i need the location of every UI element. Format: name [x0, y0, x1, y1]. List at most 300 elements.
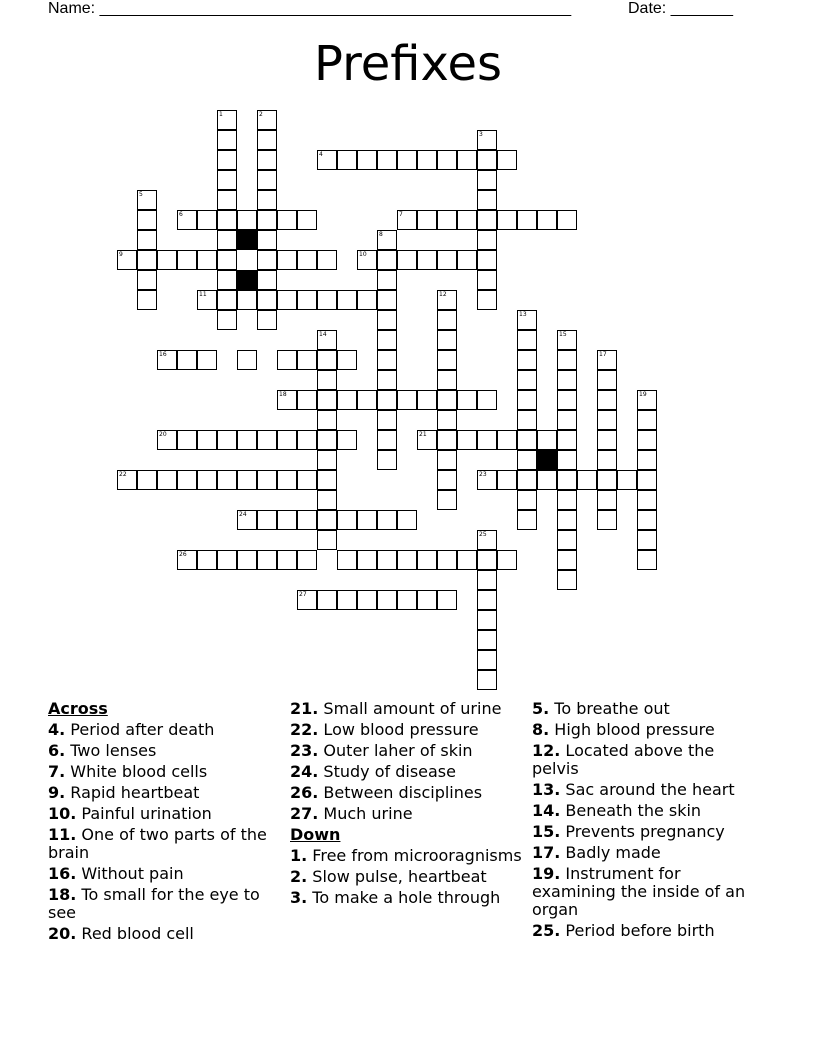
crossword-cell[interactable] [337, 590, 357, 610]
crossword-cell[interactable] [517, 510, 537, 530]
crossword-cell[interactable] [257, 310, 277, 330]
crossword-cell[interactable] [477, 550, 497, 570]
crossword-cell[interactable] [397, 550, 417, 570]
black-square [237, 270, 257, 290]
crossword-cell[interactable] [277, 430, 297, 450]
crossword-cell[interactable] [337, 390, 357, 410]
crossword-cell[interactable] [317, 450, 337, 470]
crossword-cell[interactable] [317, 530, 337, 550]
crossword-cell[interactable] [137, 270, 157, 290]
crossword-cell[interactable] [557, 490, 577, 510]
crossword-cell[interactable] [257, 250, 277, 270]
crossword-cell[interactable] [197, 250, 217, 270]
across-clue [48, 925, 280, 943]
crossword-cell[interactable] [477, 190, 497, 210]
crossword-cell[interactable] [277, 350, 297, 370]
crossword-cell[interactable] [477, 610, 497, 630]
crossword-cell[interactable] [617, 470, 637, 490]
crossword-cell[interactable] [437, 550, 457, 570]
crossword-cell[interactable] [357, 150, 377, 170]
crossword-cell[interactable] [457, 210, 477, 230]
crossword-cell[interactable] [597, 470, 617, 490]
crossword-cell[interactable] [317, 410, 337, 430]
clue-text: Free from microoragnisms [307, 846, 522, 865]
crossword-cell[interactable] [477, 210, 497, 230]
crossword-cell[interactable] [517, 430, 537, 450]
crossword-cell[interactable] [477, 250, 497, 270]
crossword-cell[interactable] [517, 470, 537, 490]
crossword-cell[interactable] [437, 350, 457, 370]
crossword-cell[interactable] [457, 430, 477, 450]
crossword-cell[interactable] [497, 430, 517, 450]
crossword-cell[interactable] [457, 250, 477, 270]
crossword-cell[interactable] [397, 590, 417, 610]
clue-text: Badly made [560, 843, 661, 862]
across-clue [48, 826, 280, 862]
crossword-cell[interactable] [257, 130, 277, 150]
crossword-cell[interactable] [517, 370, 537, 390]
crossword-cell[interactable] [317, 490, 337, 510]
clue-number: 8 [379, 231, 383, 238]
crossword-cell[interactable] [137, 250, 157, 270]
crossword-cell[interactable] [537, 430, 557, 450]
crossword-cell[interactable] [397, 390, 417, 410]
crossword-cell[interactable] [457, 150, 477, 170]
crossword-cell[interactable] [257, 510, 277, 530]
crossword-cell[interactable] [317, 250, 337, 270]
crossword-cell[interactable] [377, 430, 397, 450]
crossword-cell[interactable] [297, 290, 317, 310]
name-field-label: Name: _____________________________________________________ [48, 0, 572, 17]
crossword-cell[interactable] [637, 410, 657, 430]
crossword-cell[interactable] [297, 470, 317, 490]
crossword-cell[interactable] [297, 430, 317, 450]
crossword-cell[interactable] [417, 590, 437, 610]
crossword-cell[interactable] [437, 390, 457, 410]
crossword-cell[interactable] [237, 550, 257, 570]
crossword-cell[interactable] [377, 350, 397, 370]
crossword-cell[interactable] [217, 230, 237, 250]
down-clue [532, 823, 764, 841]
crossword-cell[interactable] [497, 210, 517, 230]
crossword-cell[interactable] [417, 250, 437, 270]
crossword-cell[interactable] [217, 290, 237, 310]
crossword-cell[interactable] [557, 570, 577, 590]
down-clue [290, 889, 522, 907]
crossword-cell[interactable] [377, 370, 397, 390]
across-clue [48, 721, 280, 739]
clue-text: Study of disease [318, 762, 456, 781]
clue-number: 25 [479, 531, 487, 538]
crossword-cell[interactable] [217, 130, 237, 150]
crossword-cell[interactable] [277, 470, 297, 490]
crossword-cell[interactable] [357, 390, 377, 410]
crossword-cell[interactable] [177, 210, 197, 230]
crossword-cell[interactable] [217, 250, 237, 270]
crossword-cell[interactable] [477, 130, 497, 150]
down-clue [290, 868, 522, 886]
clue-text: Beneath the skin [560, 801, 702, 820]
crossword-cell[interactable] [177, 350, 197, 370]
crossword-cell[interactable] [257, 170, 277, 190]
clue-number-label: 6. [48, 741, 66, 760]
crossword-cell[interactable] [277, 390, 297, 410]
clue-number-label: 12. [532, 741, 561, 760]
clue-number-label: 8. [532, 720, 550, 739]
crossword-cell[interactable] [377, 310, 397, 330]
crossword-cell[interactable] [517, 390, 537, 410]
crossword-cell[interactable] [217, 110, 237, 130]
crossword-cell[interactable] [237, 290, 257, 310]
crossword-cell[interactable] [637, 550, 657, 570]
crossword-cell[interactable] [217, 470, 237, 490]
crossword-cell[interactable] [157, 470, 177, 490]
crossword-cell[interactable] [397, 150, 417, 170]
crossword-cell[interactable] [417, 390, 437, 410]
clue-number: 5 [139, 191, 143, 198]
crossword-cell[interactable] [117, 470, 137, 490]
crossword-cell[interactable] [417, 210, 437, 230]
crossword-cell[interactable] [637, 430, 657, 450]
clue-number: 20 [159, 431, 167, 438]
crossword-cell[interactable] [297, 510, 317, 530]
crossword-cell[interactable] [357, 550, 377, 570]
crossword-cell[interactable] [177, 550, 197, 570]
crossword-cell[interactable] [317, 590, 337, 610]
crossword-cell[interactable] [257, 430, 277, 450]
crossword-cell[interactable] [257, 110, 277, 130]
crossword-cell[interactable] [377, 290, 397, 310]
crossword-cell[interactable] [497, 150, 517, 170]
clue-number: 6 [179, 211, 183, 218]
crossword-cell[interactable] [477, 590, 497, 610]
crossword-cell[interactable] [317, 330, 337, 350]
crossword-cell[interactable] [397, 250, 417, 270]
crossword-cell[interactable] [277, 250, 297, 270]
crossword-cell[interactable] [517, 330, 537, 350]
crossword-cell[interactable] [477, 570, 497, 590]
crossword-cell[interactable] [217, 270, 237, 290]
crossword-cell[interactable] [517, 350, 537, 370]
crossword-cell[interactable] [257, 190, 277, 210]
crossword-cell[interactable] [137, 470, 157, 490]
crossword-cell[interactable] [177, 470, 197, 490]
crossword-cell[interactable] [597, 490, 617, 510]
clues-column-2 [290, 700, 522, 910]
crossword-cell[interactable] [477, 170, 497, 190]
crossword-cell[interactable] [597, 510, 617, 530]
across-clue-list [48, 721, 280, 943]
crossword-cell[interactable] [597, 410, 617, 430]
crossword-cell[interactable] [157, 430, 177, 450]
clue-text: Period after death [65, 720, 215, 739]
date-field-label: Date: _______ [628, 0, 733, 17]
crossword-cell[interactable] [637, 470, 657, 490]
crossword-cell[interactable] [197, 210, 217, 230]
clue-number-label: 16. [48, 864, 77, 883]
crossword-cell[interactable] [317, 370, 337, 390]
crossword-cell[interactable] [217, 310, 237, 330]
crossword-cell[interactable] [377, 590, 397, 610]
crossword-cell[interactable] [557, 510, 577, 530]
crossword-cell[interactable] [337, 550, 357, 570]
clue-text: Slow pulse, heartbeat [307, 867, 487, 886]
crossword-cell[interactable] [577, 470, 597, 490]
crossword-cell[interactable] [437, 210, 457, 230]
crossword-cell[interactable] [477, 630, 497, 650]
crossword-cell[interactable] [217, 550, 237, 570]
crossword-cell[interactable] [557, 450, 577, 470]
crossword-cell[interactable] [297, 550, 317, 570]
crossword-cell[interactable] [157, 350, 177, 370]
crossword-cell[interactable] [557, 530, 577, 550]
crossword-cell[interactable] [477, 530, 497, 550]
crossword-cell[interactable] [297, 590, 317, 610]
crossword-cell[interactable] [357, 510, 377, 530]
crossword-cell[interactable] [557, 410, 577, 430]
crossword-cell[interactable] [497, 470, 517, 490]
clue-text: Prevents pregnancy [560, 822, 725, 841]
crossword-cell[interactable] [257, 150, 277, 170]
crossword-cell[interactable] [377, 550, 397, 570]
across-clue [48, 784, 280, 802]
crossword-cell[interactable] [557, 430, 577, 450]
crossword-cell[interactable] [177, 430, 197, 450]
crossword-cell[interactable] [637, 490, 657, 510]
crossword-cell[interactable] [437, 290, 457, 310]
clue-number: 4 [319, 151, 323, 158]
crossword-cell[interactable] [437, 470, 457, 490]
clue-text: Located above the pelvis [532, 741, 715, 778]
crossword-cell[interactable] [317, 290, 337, 310]
crossword-cell[interactable] [377, 410, 397, 430]
crossword-cell[interactable] [277, 210, 297, 230]
crossword-cell[interactable] [437, 590, 457, 610]
crossword-cell[interactable] [417, 550, 437, 570]
crossword-cell[interactable] [317, 510, 337, 530]
crossword-cell[interactable] [157, 250, 177, 270]
crossword-cell[interactable] [477, 150, 497, 170]
crossword-cell[interactable] [337, 430, 357, 450]
crossword-cell[interactable] [517, 450, 537, 470]
crossword-cell[interactable] [237, 510, 257, 530]
crossword-cell[interactable] [557, 550, 577, 570]
crossword-cell[interactable] [457, 390, 477, 410]
clue-number-label: 19. [532, 864, 561, 883]
crossword-cell[interactable] [557, 390, 577, 410]
crossword-cell[interactable] [197, 350, 217, 370]
down-clue [532, 865, 764, 919]
clue-number-label: 14. [532, 801, 561, 820]
crossword-cell[interactable] [477, 650, 497, 670]
clue-number: 17 [599, 351, 607, 358]
crossword-cell[interactable] [437, 490, 457, 510]
crossword-cell[interactable] [597, 370, 617, 390]
crossword-cell[interactable] [437, 450, 457, 470]
crossword-cell[interactable] [557, 350, 577, 370]
crossword-cell[interactable] [357, 590, 377, 610]
crossword-cell[interactable] [377, 150, 397, 170]
crossword-cell[interactable] [277, 550, 297, 570]
crossword-cell[interactable] [437, 310, 457, 330]
crossword-cell[interactable] [357, 290, 377, 310]
crossword-cell[interactable] [277, 290, 297, 310]
crossword-cell[interactable] [197, 550, 217, 570]
crossword-cell[interactable] [317, 350, 337, 370]
crossword-cell[interactable] [297, 210, 317, 230]
crossword-cell[interactable] [597, 350, 617, 370]
clue-text: Sac around the heart [560, 780, 735, 799]
clue-text: High blood pressure [549, 720, 715, 739]
crossword-cell[interactable] [197, 470, 217, 490]
crossword-cell[interactable] [437, 150, 457, 170]
crossword-cell[interactable] [137, 290, 157, 310]
crossword-cell[interactable] [437, 430, 457, 450]
crossword-cell[interactable] [197, 430, 217, 450]
crossword-cell[interactable] [257, 550, 277, 570]
crossword-cell[interactable] [377, 230, 397, 250]
crossword-cell[interactable] [477, 670, 497, 690]
crossword-cell[interactable] [337, 290, 357, 310]
across-clue [48, 886, 280, 922]
crossword-cell[interactable] [597, 430, 617, 450]
crossword-cell[interactable] [257, 230, 277, 250]
crossword-cell[interactable] [437, 250, 457, 270]
crossword-cell[interactable] [517, 210, 537, 230]
crossword-cell[interactable] [637, 390, 657, 410]
clue-number: 23 [479, 471, 487, 478]
across-clue [290, 721, 522, 739]
clue-text: To breathe out [549, 699, 670, 718]
clue-text: Rapid heartbeat [65, 783, 200, 802]
crossword-cell[interactable] [197, 290, 217, 310]
down-clue-list-continued [532, 700, 764, 940]
crossword-cell[interactable] [437, 330, 457, 350]
crossword-cell[interactable] [297, 390, 317, 410]
crossword-cell[interactable] [317, 430, 337, 450]
crossword-cell[interactable] [597, 450, 617, 470]
crossword-cell[interactable] [477, 290, 497, 310]
crossword-cell[interactable] [557, 470, 577, 490]
crossword-cell[interactable] [477, 390, 497, 410]
down-clue [532, 700, 764, 718]
crossword-cell[interactable] [557, 210, 577, 230]
crossword-cell[interactable] [337, 510, 357, 530]
crossword-cell[interactable] [237, 350, 257, 370]
crossword-cell[interactable] [377, 330, 397, 350]
crossword-cell[interactable] [517, 410, 537, 430]
clue-number-label: 23. [290, 741, 319, 760]
down-clue-list [290, 847, 522, 907]
crossword-cell[interactable] [237, 210, 257, 230]
crossword-cell[interactable] [637, 450, 657, 470]
crossword-cell[interactable] [257, 270, 277, 290]
crossword-cell[interactable] [637, 510, 657, 530]
clue-number-label: 18. [48, 885, 77, 904]
crossword-cell[interactable] [137, 230, 157, 250]
across-clue [48, 805, 280, 823]
crossword-cell[interactable] [117, 250, 137, 270]
clue-number-label: 1. [290, 846, 308, 865]
crossword-cell[interactable] [177, 250, 197, 270]
crossword-cell[interactable] [557, 330, 577, 350]
across-heading: Across [48, 699, 108, 718]
crossword-cell[interactable] [137, 210, 157, 230]
clue-text: Period before birth [560, 921, 715, 940]
crossword-cell[interactable] [217, 430, 237, 450]
crossword-cell[interactable] [477, 270, 497, 290]
crossword-cell[interactable] [377, 450, 397, 470]
clue-number-label: 20. [48, 924, 77, 943]
crossword-cell[interactable] [397, 210, 417, 230]
crossword-cell[interactable] [477, 470, 497, 490]
clue-text: Much urine [318, 804, 413, 823]
crossword-cell[interactable] [477, 230, 497, 250]
crossword-cell[interactable] [257, 210, 277, 230]
crossword-cell[interactable] [537, 210, 557, 230]
crossword-cell[interactable] [237, 470, 257, 490]
crossword-cell[interactable] [377, 390, 397, 410]
across-clue-list-continued [290, 700, 522, 823]
clue-text: Outer laher of skin [318, 741, 473, 760]
crossword-cell[interactable] [137, 190, 157, 210]
crossword-cell[interactable] [217, 210, 237, 230]
crossword-cell[interactable] [517, 490, 537, 510]
crossword-cell[interactable] [337, 150, 357, 170]
crossword-cell[interactable] [257, 470, 277, 490]
crossword-cell[interactable] [377, 270, 397, 290]
crossword-cell[interactable] [257, 290, 277, 310]
crossword-cell[interactable] [217, 190, 237, 210]
crossword-cell[interactable] [437, 370, 457, 390]
clue-number: 27 [299, 591, 307, 598]
clue-number-label: 5. [532, 699, 550, 718]
crossword-cell[interactable] [457, 550, 477, 570]
crossword-cell[interactable] [537, 470, 557, 490]
down-clue [532, 922, 764, 940]
crossword-cell[interactable] [357, 250, 377, 270]
clue-number: 15 [559, 331, 567, 338]
crossword-cell[interactable] [237, 430, 257, 450]
crossword-cell[interactable] [417, 150, 437, 170]
crossword-cell[interactable] [477, 430, 497, 450]
crossword-cell[interactable] [497, 550, 517, 570]
crossword-cell[interactable] [597, 390, 617, 410]
clue-number-label: 9. [48, 783, 66, 802]
crossword-cell[interactable] [337, 350, 357, 370]
crossword-cell[interactable] [317, 390, 337, 410]
crossword-cell[interactable] [317, 150, 337, 170]
crossword-cell[interactable] [377, 510, 397, 530]
crossword-cell[interactable] [317, 470, 337, 490]
crossword-cell[interactable] [217, 150, 237, 170]
clue-number: 14 [319, 331, 327, 338]
crossword-cell[interactable] [417, 430, 437, 450]
crossword-cell[interactable] [397, 510, 417, 530]
crossword-cell[interactable] [557, 370, 577, 390]
crossword-cell[interactable] [637, 530, 657, 550]
crossword-cell[interactable] [277, 510, 297, 530]
down-clue [290, 847, 522, 865]
crossword-cell[interactable] [297, 350, 317, 370]
down-clue [532, 721, 764, 739]
crossword-cell[interactable] [437, 410, 457, 430]
crossword-cell[interactable] [517, 310, 537, 330]
across-clue [290, 805, 522, 823]
crossword-cell[interactable] [297, 250, 317, 270]
crossword-cell[interactable] [377, 250, 397, 270]
crossword-cell[interactable] [217, 170, 237, 190]
